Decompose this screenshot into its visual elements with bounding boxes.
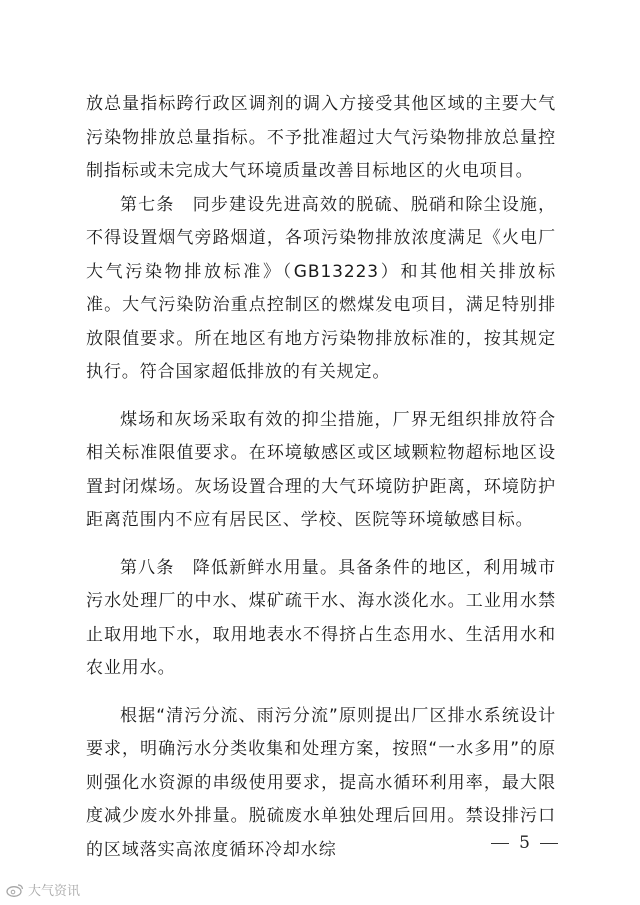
paragraph-drainage: 根据“清污分流、雨污分流”原则提出厂区排水系统设计要求，明确污水分类收集和处理方案，按照“一水多用”的原则强化水资源的串级使用要求，提高水循环利用率，最大限度减少废水外排量。脱硫废水单独处理后回用。禁设排污口的区域落实高浓度循环冷却水综 [86,705,556,860]
paragraph-article-7: 第七条 同步建设先进高效的脱硫、脱硝和除尘设施，不得设置烟气旁路烟道，各项污染物排放浓度满足《火电厂大气污染物排放标准》（GB13223）和其他相关排放标准。大气污染防治重点控制区的燃煤发电项目，满足特别排放限值要求。所在地区有地方污染物排放标准的，按其规定执行。符合国家超低排放的有关规定。 [86,194,556,382]
paragraph-article-8: 第八条 降低新鲜水用量。具备条件的地区，利用城市污水处理厂的中水、煤矿疏干水、海水淡化水。工业用水禁止取用地下水，取用地表水不得挤占生态用水、生活用水和农业用水。 [86,557,556,678]
watermark [6,880,80,899]
paragraph-gap [86,686,556,700]
paragraph-coal-ash-yard: 煤场和灰场采取有效的抑尘措施，厂界无组织排放符合相关标准限值要求。在环境敏感区或区域颗粒物超标地区设置封闭煤场。灰场设置合理的大气环境防护距离，环境防护距离范围内不应有居民区、学校、医院等环境敏感目标。 [86,409,556,530]
paragraph-1: 放总量指标跨行政区调剂的调入方接受其他区域的主要大气污染物排放总量指标。不予批准超过大气污染物排放总量控制指标或未完成大气环境质量改善目标地区的火电项目。 [86,94,556,181]
paragraph-gap [86,538,556,552]
page-number: 5 [519,833,530,853]
paragraph-gap [86,390,556,404]
footer-dash-left [491,843,509,844]
footer-dash-right [540,843,558,844]
document-body [86,88,556,867]
watermark-text: 大气资讯 [28,884,81,899]
page-footer [491,833,558,853]
weibo-icon [6,883,24,897]
